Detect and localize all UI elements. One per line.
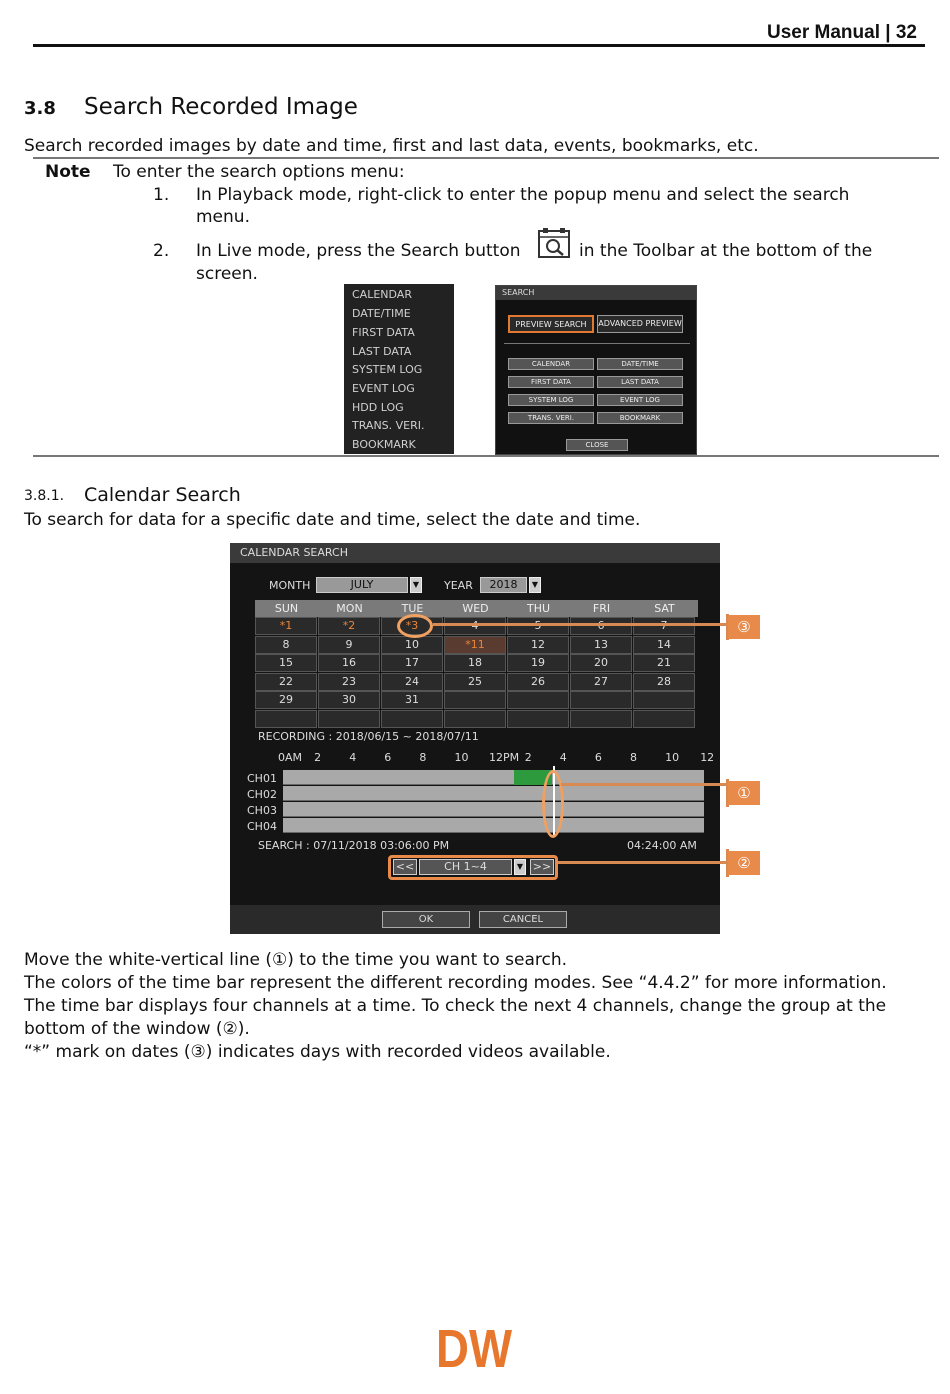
channel-label: CH04 bbox=[247, 820, 277, 833]
calendar-day-cell[interactable]: 17 bbox=[381, 654, 443, 672]
hour-tick-label: 10 bbox=[665, 751, 680, 764]
calendar-day-cell[interactable] bbox=[381, 710, 443, 728]
popup-item-calendar[interactable]: CALENDAR bbox=[352, 288, 412, 301]
weekday-fri: FRI bbox=[592, 602, 611, 615]
calendar-day-cell[interactable] bbox=[444, 691, 506, 709]
group-prev-button[interactable]: << bbox=[393, 859, 417, 875]
calendar-day-cell[interactable]: 21 bbox=[633, 654, 695, 672]
weekday-tue: TUE bbox=[401, 602, 424, 615]
calendar-day-cell[interactable]: *2 bbox=[318, 617, 380, 635]
step-1-num: 1. bbox=[153, 185, 170, 205]
cancel-button[interactable]: CANCEL bbox=[479, 911, 567, 928]
subsection-title: Calendar Search bbox=[84, 484, 241, 506]
hour-tick-label: 4 bbox=[349, 751, 357, 764]
calendar-day-cell[interactable]: 19 bbox=[507, 654, 569, 672]
calendar-day-cell[interactable] bbox=[633, 710, 695, 728]
calendar-day-cell[interactable]: 22 bbox=[255, 673, 317, 691]
calendar-day-cell[interactable] bbox=[444, 617, 506, 635]
ok-button[interactable]: OK bbox=[382, 911, 470, 928]
year-label: YEAR bbox=[444, 579, 473, 592]
search-trans-veri-button[interactable]: TRANS. VERI. bbox=[508, 412, 594, 424]
calendar-day-cell[interactable] bbox=[507, 710, 569, 728]
year-dropdown-icon[interactable]: ▼ bbox=[529, 577, 541, 593]
callout-ring-cursor bbox=[542, 770, 564, 838]
calendar-day-cell[interactable] bbox=[633, 691, 695, 709]
popup-item-bookmark[interactable]: BOOKMARK bbox=[352, 438, 416, 451]
calendar-day-cell[interactable] bbox=[570, 617, 632, 635]
hour-tick-label: 4 bbox=[559, 751, 567, 764]
search-dialog bbox=[495, 285, 697, 455]
hour-tick-label: 10 bbox=[454, 751, 469, 764]
weekday-wed: WED bbox=[462, 602, 489, 615]
subsection-number: 3.8.1. bbox=[24, 488, 65, 504]
subsection-intro: To search for data for a specific date and time, select the date and time. bbox=[24, 510, 641, 530]
month-dropdown-icon[interactable]: ▼ bbox=[410, 577, 422, 593]
calendar-day-cell[interactable] bbox=[570, 710, 632, 728]
description-line: “*” mark on dates (③) indicates days with recorded videos available. bbox=[24, 1042, 611, 1062]
step-2-line2: screen. bbox=[196, 264, 258, 284]
dw-logo bbox=[436, 1319, 516, 1379]
step-1-line2: menu. bbox=[196, 207, 250, 227]
calendar-day-cell[interactable]: 20 bbox=[570, 654, 632, 672]
callout-3: ③ bbox=[728, 615, 760, 639]
hour-tick-label: 12PM bbox=[489, 751, 520, 764]
preview-search-tab[interactable]: PREVIEW SEARCH bbox=[508, 315, 594, 333]
calendar-day-cell[interactable]: 9 bbox=[318, 636, 380, 654]
search-event-log-button[interactable]: EVENT LOG bbox=[597, 394, 683, 406]
weekday-header bbox=[255, 600, 698, 617]
channel-timebar[interactable] bbox=[283, 818, 704, 833]
search-system-log-button[interactable]: SYSTEM LOG bbox=[508, 394, 594, 406]
description-line: Move the white-vertical line (①) to the time you want to search. bbox=[24, 950, 568, 970]
search-first-data-button[interactable]: FIRST DATA bbox=[508, 376, 594, 388]
calendar-day-cell[interactable] bbox=[507, 691, 569, 709]
search-time: SEARCH : 07/11/2018 03:06:00 PM bbox=[258, 839, 450, 852]
section-number: 3.8 bbox=[24, 98, 56, 119]
hour-tick-label: 2 bbox=[524, 751, 532, 764]
hour-tick-label: 8 bbox=[419, 751, 427, 764]
note-top-rule bbox=[33, 157, 939, 159]
step-2-line1a: In Live mode, press the Search button bbox=[196, 241, 521, 261]
callout-line-1 bbox=[561, 783, 729, 786]
calendar-day-cell[interactable]: 27 bbox=[570, 673, 632, 691]
hour-tick-label: 8 bbox=[630, 751, 637, 764]
search-last-data-button[interactable]: LAST DATA bbox=[597, 376, 683, 388]
popup-menu bbox=[344, 284, 454, 454]
search-close-button[interactable]: CLOSE bbox=[566, 439, 628, 451]
popup-item-first-data[interactable]: FIRST DATA bbox=[352, 326, 415, 339]
popup-item-event-log[interactable]: EVENT LOG bbox=[352, 382, 415, 395]
weekday-thu: THU bbox=[526, 602, 551, 615]
search-calendar-button[interactable]: CALENDAR bbox=[508, 358, 594, 370]
calendar-day-cell[interactable]: *1 bbox=[255, 617, 317, 635]
dialog-button-bar bbox=[230, 905, 720, 934]
header-rule bbox=[33, 44, 925, 47]
calendar-day-cell[interactable] bbox=[507, 617, 569, 635]
popup-item-hdd-log[interactable]: HDD LOG bbox=[352, 401, 404, 414]
channel-label: CH01 bbox=[247, 772, 277, 785]
hour-tick-label: 6 bbox=[594, 751, 602, 764]
channel-label: CH03 bbox=[247, 804, 277, 817]
description-line: bottom of the window (②). bbox=[24, 1019, 250, 1039]
month-select[interactable]: JULY bbox=[316, 577, 408, 593]
calendar-day-cell[interactable]: 16 bbox=[318, 654, 380, 672]
popup-item-date-time[interactable]: DATE/TIME bbox=[352, 307, 411, 320]
channel-label: CH02 bbox=[247, 788, 277, 801]
calendar-day-cell[interactable]: 25 bbox=[444, 673, 506, 691]
hour-tick-label: 0AM bbox=[278, 751, 303, 764]
hour-tick-label: 2 bbox=[314, 751, 322, 764]
calendar-day-cell[interactable]: *3 bbox=[381, 617, 443, 635]
calendar-day-cell[interactable]: 26 bbox=[507, 673, 569, 691]
callout-ring-date bbox=[397, 614, 433, 638]
calendar-day-cell[interactable]: 30 bbox=[318, 691, 380, 709]
search-button-icon bbox=[538, 228, 570, 258]
hour-tick-label: 12 bbox=[700, 751, 715, 764]
calendar-day-cell[interactable]: 15 bbox=[255, 654, 317, 672]
weekday-mon: MON bbox=[336, 602, 363, 615]
popup-item-last-data[interactable]: LAST DATA bbox=[352, 345, 412, 358]
calendar-day-cell[interactable] bbox=[570, 691, 632, 709]
year-select[interactable]: 2018 bbox=[480, 577, 527, 593]
callout-1: ① bbox=[728, 781, 760, 805]
calendar-day-cell[interactable] bbox=[318, 710, 380, 728]
calendar-day-cell[interactable]: 28 bbox=[633, 673, 695, 691]
calendar-day-cell[interactable]: 24 bbox=[381, 673, 443, 691]
search-bookmark-button[interactable]: BOOKMARK bbox=[597, 412, 683, 424]
note-bottom-rule bbox=[33, 455, 939, 457]
callout-line-3 bbox=[433, 623, 729, 626]
calendar-day-cell[interactable]: 18 bbox=[444, 654, 506, 672]
calendar-day-cell[interactable]: 13 bbox=[570, 636, 632, 654]
recording-range: RECORDING : 2018/06/15 ~ 2018/07/11 bbox=[258, 730, 479, 743]
description-line: The time bar displays four channels at a time. To check the next 4 channels, change the group at the bbox=[24, 996, 887, 1016]
month-label: MONTH bbox=[269, 579, 311, 592]
step-2-line1b: in the Toolbar at the bottom of the bbox=[579, 241, 873, 261]
step-2-num: 2. bbox=[153, 241, 170, 261]
popup-item-system-log[interactable]: SYSTEM LOG bbox=[352, 363, 423, 376]
calendar-day-cell[interactable]: 12 bbox=[507, 636, 569, 654]
calendar-day-cell[interactable]: 10 bbox=[381, 636, 443, 654]
note-label: Note bbox=[45, 162, 91, 182]
advanced-preview-tab[interactable]: ADVANCED PREVIEW bbox=[597, 315, 683, 333]
search-date-time-button[interactable]: DATE/TIME bbox=[597, 358, 683, 370]
channel-timebar[interactable] bbox=[283, 786, 704, 801]
calendar-dialog-title: CALENDAR SEARCH bbox=[230, 543, 720, 563]
logo-text: DW bbox=[436, 1319, 513, 1379]
hour-tick-label: 6 bbox=[384, 751, 392, 764]
section-title: Search Recorded Image bbox=[84, 94, 358, 120]
search-dialog-title: SEARCH bbox=[496, 286, 696, 300]
search-divider bbox=[504, 343, 690, 344]
calendar-day-cell[interactable]: *11 bbox=[444, 636, 506, 654]
description-line: The colors of the time bar represent the different recording modes. See “4.4.2” for more information. bbox=[24, 973, 887, 993]
calendar-day-cell[interactable] bbox=[633, 617, 695, 635]
group-next-button[interactable]: >> bbox=[530, 859, 554, 875]
group-dropdown-icon[interactable]: ▼ bbox=[514, 859, 526, 875]
popup-item-trans-veri[interactable]: TRANS. VERI. bbox=[352, 419, 425, 432]
calendar-day-cell[interactable]: 31 bbox=[381, 691, 443, 709]
calendar-day-cell[interactable]: 23 bbox=[318, 673, 380, 691]
page-header: User Manual | 32 bbox=[767, 22, 917, 43]
calendar-day-cell[interactable] bbox=[444, 710, 506, 728]
group-select[interactable]: CH 1~4 bbox=[419, 859, 512, 875]
weekday-sat: SAT bbox=[654, 602, 675, 615]
section-intro: Search recorded images by date and time, first and last data, events, bookmarks, etc. bbox=[24, 136, 759, 156]
cursor-time: 04:24:00 AM bbox=[627, 839, 697, 852]
calendar-day-cell[interactable]: 8 bbox=[255, 636, 317, 654]
channel-timebar[interactable] bbox=[283, 802, 704, 817]
weekday-sun: SUN bbox=[274, 602, 299, 615]
step-1-line1: In Playback mode, right-click to enter the popup menu and select the search bbox=[196, 185, 850, 205]
calendar-day-cell[interactable]: 14 bbox=[633, 636, 695, 654]
calendar-day-cell[interactable]: 29 bbox=[255, 691, 317, 709]
callout-line-2 bbox=[558, 861, 729, 864]
calendar-day-cell[interactable] bbox=[255, 710, 317, 728]
callout-2: ② bbox=[728, 851, 760, 875]
note-lead: To enter the search options menu: bbox=[113, 162, 405, 182]
